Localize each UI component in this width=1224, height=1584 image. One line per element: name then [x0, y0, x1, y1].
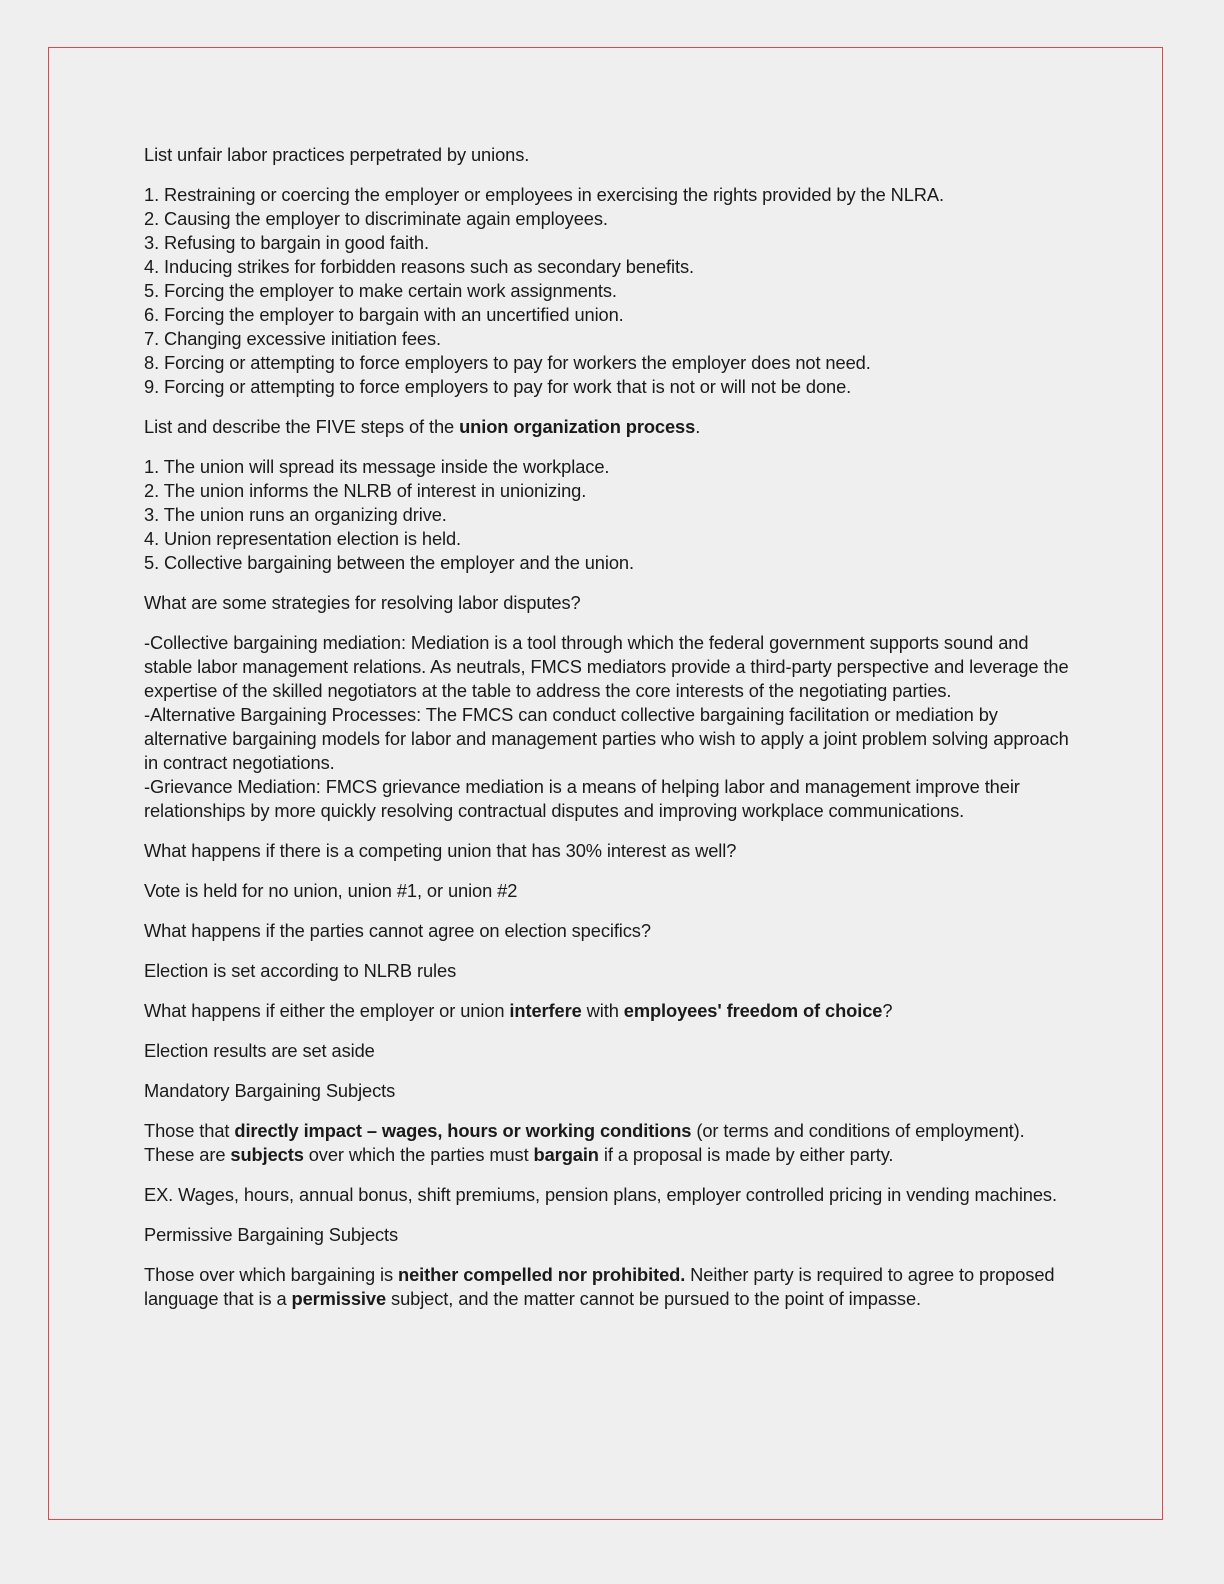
question-text: .	[695, 416, 701, 437]
definition-permissive-subjects	[144, 1263, 1074, 1311]
answer-competing-union: Vote is held for no union, union #1, or union #2	[144, 880, 518, 901]
question-resolving-disputes: What are some strategies for resolving labor disputes?	[144, 592, 581, 613]
list-item: 1. The union will spread its message inside the workplace.	[144, 456, 610, 477]
definition-text: Neither party is required to agree to proposed language that is a	[144, 1264, 1055, 1309]
list-item: 3. Refusing to bargain in good faith.	[144, 232, 429, 253]
list-item: 9. Forcing or attempting to force employers to pay for work that is not or will not be done.	[144, 376, 852, 397]
list-item: 5. Collective bargaining between the employer and the union.	[144, 552, 634, 573]
list-item: 2. The union informs the NLRB of interest in unionizing.	[144, 480, 587, 501]
question-unfair-labor-practices: List unfair labor practices perpetrated by unions.	[144, 144, 530, 165]
list-item: 7. Changing excessive initiation fees.	[144, 328, 442, 349]
strategies-block	[144, 631, 1074, 823]
list-item: 2. Causing the employer to discriminate again employees.	[144, 208, 608, 229]
question-union-organization-steps	[144, 415, 1074, 439]
question-emphasis: interfere	[509, 1000, 582, 1021]
list-item: 4. Union representation election is held.	[144, 528, 462, 549]
definition-text: Those that	[144, 1120, 235, 1141]
question-text: List and describe the FIVE steps of the	[144, 416, 460, 437]
list-item: 5. Forcing the employer to make certain work assignments.	[144, 280, 617, 301]
list-item: 1. Restraining or coercing the employer or employees in exercising the rights provided by the NLRA.	[144, 184, 944, 205]
definition-text: if a proposal is made by either party.	[598, 1144, 894, 1165]
question-emphasis: employees' freedom of choice	[623, 1000, 883, 1021]
definition-text: subject, and the matter cannot be pursued to the point of impasse.	[386, 1288, 922, 1309]
answer-election-specifics: Election is set according to NLRB rules	[144, 960, 457, 981]
question-competing-union: What happens if there is a competing union that has 30% interest as well?	[144, 840, 737, 861]
definition-emphasis: neither compelled nor prohibited.	[398, 1264, 686, 1285]
question-interference	[144, 999, 1074, 1023]
document-body	[144, 143, 1074, 1327]
list-item: 3. The union runs an organizing drive.	[144, 504, 447, 525]
definition-emphasis: directly impact – wages, hours or working conditions	[234, 1120, 692, 1141]
question-election-specifics: What happens if the parties cannot agree on election specifics?	[144, 920, 651, 941]
definition-emphasis: subjects	[230, 1144, 304, 1165]
definition-emphasis: bargain	[533, 1144, 599, 1165]
definition-emphasis: permissive	[291, 1288, 387, 1309]
question-emphasis: union organization process	[459, 416, 696, 437]
heading-permissive-subjects: Permissive Bargaining Subjects	[144, 1224, 399, 1245]
list-item: 8. Forcing or attempting to force employers to pay for workers the employer does not need.	[144, 352, 871, 373]
question-text: with	[581, 1000, 624, 1021]
strategy-item: -Collective bargaining mediation: Mediation is a tool through which the federal government supports sound and stable labor management relations. As neutrals, FMCS mediators provide a third-party perspective and leverage the expertise of the skilled negotiators at the table to address the core interests of the negotiating parties.	[144, 632, 1069, 701]
definition-mandatory-subjects	[144, 1119, 1074, 1167]
definition-text: (or terms and conditions of employment). These are	[144, 1120, 1025, 1165]
answer-interference: Election results are set aside	[144, 1040, 375, 1061]
unfair-practices-list	[144, 183, 1074, 399]
question-text: What happens if either the employer or union	[144, 1000, 510, 1021]
organization-steps-list	[144, 455, 1074, 575]
heading-mandatory-subjects: Mandatory Bargaining Subjects	[144, 1080, 396, 1101]
list-item: 4. Inducing strikes for forbidden reasons such as secondary benefits.	[144, 256, 694, 277]
list-item: 6. Forcing the employer to bargain with an uncertified union.	[144, 304, 624, 325]
question-text: ?	[882, 1000, 893, 1021]
strategy-item: -Alternative Bargaining Processes: The FMCS can conduct collective bargaining facilitation or mediation by alternative bargaining models for labor and management parties who wish to apply a joint problem solving approach in contract negotiations.	[144, 704, 1069, 773]
definition-text: over which the parties must	[303, 1144, 534, 1165]
example-mandatory-subjects: EX. Wages, hours, annual bonus, shift premiums, pension plans, employer controlled pricing in vending machines.	[144, 1184, 1057, 1205]
strategy-item: -Grievance Mediation: FMCS grievance mediation is a means of helping labor and management improve their relationships by more quickly resolving contractual disputes and improving workplace communications.	[144, 776, 1020, 821]
definition-text: Those over which bargaining is	[144, 1264, 398, 1285]
